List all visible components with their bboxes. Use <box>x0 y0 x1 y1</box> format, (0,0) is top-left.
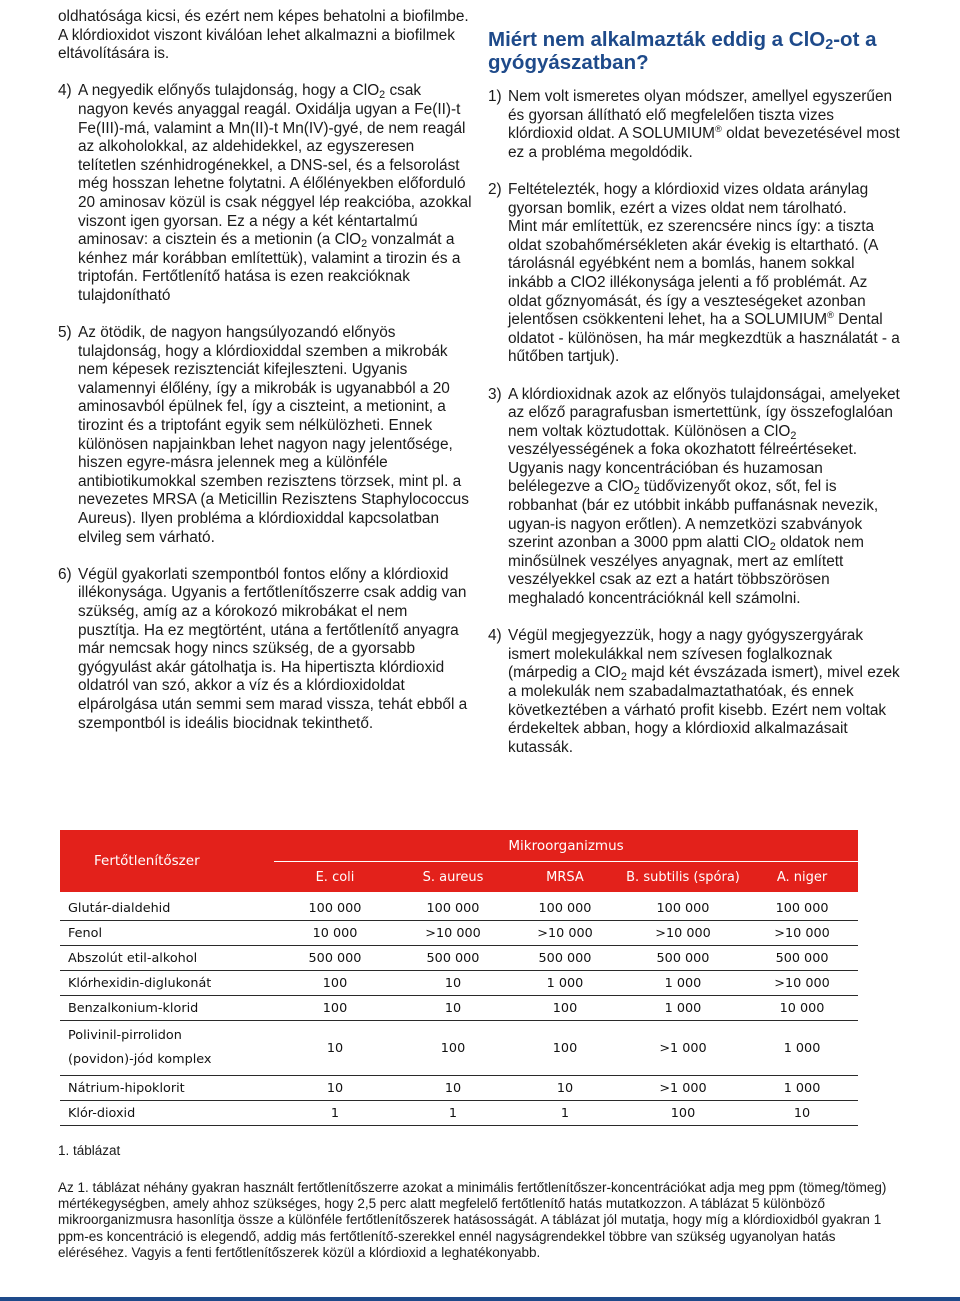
left-column <box>58 8 473 752</box>
concentration-cell: 100 000 <box>620 892 746 921</box>
header-organism: MRSA <box>510 862 620 893</box>
item-number: 3) <box>488 385 502 403</box>
table-row <box>60 1021 858 1076</box>
item-text: Feltételezték, hogy a klórdioxid vizes oldata aránylag gyorsan bomlik, ezért a vizes oldat nem tárolható. Mint már említettük, ez szerencsére nincs így: a tiszta oldat szobahőmérsékleten akár évekig is eltartható. (A tárolásnál egyébként nem a bomlás, hanem sokkal inkább a ClO2 illékonysága jelenti a fő problémát. Az oldat gőznyomását, és így a veszteségeket azonban jelentősen csökkenteni lehet, ha a SOLUMIUM® Dental oldatot - különösen, ha már megkezdtük a használatát - a hűtőben tartjuk). <box>508 180 900 366</box>
item-text: Végül megjegyezzük, hogy a nagy gyógyszergyárak ismert molekulákkal nem szívesen foglalkoznak (márpedig a ClO$_2$ majd két évszázada ismert), mivel ezek a molekulák nem szabadalmaztathatóak, és ennek következtében a várható profit kisebb. Ezért nem voltak érdekeltek abban, hogy a klórdioxid alkalmazásait kutassák. <box>508 627 900 756</box>
disinfectant-name: Fenol <box>60 921 274 946</box>
concentration-cell: 100 <box>274 996 396 1021</box>
item-number: 2) <box>488 180 502 198</box>
concentration-cell: 1 000 <box>510 971 620 996</box>
concentration-cell: 100 <box>274 971 396 996</box>
item-text: Az ötödik, de nagyon hangsúlyozandó előnyös tulajdonság, hogy a klórdioxiddal szemben a mikrobák nem képesek rezisztenciát kifejleszteni. Ugyanis valamennyi élőlény, így a mikrobák is ugyanabból a 20 aminosavból épülnek fel, így a ciszteint, a metionint, a tirozint és a triptofánt egyik sem nélkülözheti. Ennek különösen napjainkban lehet nagyon nagy jelentősége, hiszen egyre-másra jelennek meg a különféle antibiotikumokkal szemben rezisztens törzsek, mint pl. a nevezetes MRSA (a Meticillin Rezisztens Staphylococcus Aureus). Ilyen probléma a klórdioxiddal kapcsolatban elvileg sem várható. <box>78 324 469 546</box>
header-organism: S. aureus <box>396 862 510 893</box>
item-number: 5) <box>58 324 72 342</box>
concentration-cell: >10 000 <box>746 921 858 946</box>
concentration-cell: 100 000 <box>510 892 620 921</box>
item-number: 4) <box>488 627 502 645</box>
item-text: A negyedik előnyős tulajdonság, hogy a ClO$_2$ csak nagyon kevés anyaggal reagál. Oxidálja ugyan a Fe(II)-t Fe(III)-má, valamint a Mn(II)-t Mn(IV)-gyé, de nem reagál az alkoholokkal, az aldehidekkel, az egyszeresen telítetlen szénhidrogénekkel, a DNS-sel, és a felsorolást még hosszan lehetne folytatni. A élőlényekben előforduló 20 aminosav közül is csak néggyel lép reakcióba, azokkal viszont igen gyorsan. Ez a négy a két kéntartalmú aminosav: a cisztein és a metionin (a ClO$_2$ vonzalmát a kénhez már korábban említettük), valamint a tirozin és a triptofán. Fertőtlenítő hatása is ezen reakcióknak tulajdonítható <box>78 82 472 304</box>
disinfectant-name: Glutár-dialdehid <box>60 892 274 921</box>
concentration-cell: >10 000 <box>396 921 510 946</box>
disinfectant-name: Benzalkonium-klorid <box>60 996 274 1021</box>
concentration-cell: 100 <box>620 1101 746 1126</box>
item-text: Végül gyakorlati szempontból fontos előny a klórdioxid illékonysága. Ugyanis a fertőtlenítőszerre csak addig van szükség, amíg az a kórokozó mikrobákat el nem pusztítja. Ha ez megtörtént, utána a fertőtlenítő anyagra már nemcsak hogy nincs szükség, de a gyorsabb gyógyulást akár gátolhatja is. Ha hipertiszta klórdioxid oldatról van szó, akkor a víz és a klórdioxidoldat elpárolgása után semmi sem marad vissza, tehát ebből a szempontból is ideális biocidnak tekinthető. <box>78 565 468 732</box>
concentration-cell: 1 <box>274 1101 396 1126</box>
concentration-cell: 500 000 <box>396 946 510 971</box>
concentration-cell: 10 <box>396 996 510 1021</box>
concentration-cell: 10 <box>510 1076 620 1101</box>
table-row <box>60 921 858 946</box>
concentration-cell: 1 000 <box>620 996 746 1021</box>
header-organism: B. subtilis (spóra) <box>620 862 746 893</box>
disinfectant-name: Klórhexidin-diglukonát <box>60 971 274 996</box>
concentration-cell: 10 000 <box>274 921 396 946</box>
item-text: Nem volt ismeretes olyan módszer, amellyel egyszerűen és gyorsan állítható elő megfelelően tiszta vizes klórdioxid oldat. A SOLUMIUM® oldat bevezetésével most ez a probléma megoldódik. <box>508 88 900 161</box>
concentration-cell: >10 000 <box>746 971 858 996</box>
disinfectant-name: Klór-dioxid <box>60 1101 274 1126</box>
list-item <box>488 386 900 609</box>
header-organism: E. coli <box>274 862 396 893</box>
list-item <box>58 82 473 305</box>
item-number: 6) <box>58 565 72 583</box>
concentration-cell: 100 000 <box>396 892 510 921</box>
concentration-cell: >1 000 <box>620 1076 746 1101</box>
bottom-bar <box>0 1297 960 1301</box>
concentration-cell: 1 000 <box>746 1021 858 1076</box>
table-row <box>60 1101 858 1126</box>
table-row <box>60 892 858 921</box>
disinfectant-name: Abszolút etil-alkohol <box>60 946 274 971</box>
concentration-cell: 1 <box>510 1101 620 1126</box>
header-microorganism: Mikroorganizmus <box>274 830 858 862</box>
disinfectant-name: Nátrium-hipoklorit <box>60 1076 274 1101</box>
item-number: 1) <box>488 88 502 105</box>
list-item <box>58 324 473 547</box>
concentration-cell: 500 000 <box>746 946 858 971</box>
disinfectant-table <box>60 830 858 1126</box>
concentration-cell: 10 <box>274 1021 396 1076</box>
concentration-cell: 500 000 <box>510 946 620 971</box>
concentration-cell: 10 000 <box>746 996 858 1021</box>
concentration-cell: 100 <box>510 996 620 1021</box>
concentration-cell: 500 000 <box>620 946 746 971</box>
table-footnote: Az 1. táblázat néhány gyakran használt fertőtlenítőszerre azokat a minimális fertőtlenítőszer-koncentrációkat adja meg ppm (tömeg/tömeg) mértékegységben, amely ahhoz szükséges, hogy 2,5 perc alatt megfelelő fertőtlenítő hatás mutatkozzon. A táblázat 5 különböző mikroorganizmusra hasonlítja össze a különféle fertőtlenítőszerek hatásosságát. A táblázat jól mutatja, hogy míg a klórdioxidból gyakran 1 ppm-es koncentráció is elegendő, addig más fertőtlenítő-szerekkel ennél nagyságrendekkel többre van szükség ugyanolyan hatás eléréséhez. Vagyis a fenti fertőtlenítőszerek közül a klórdioxid a leghatékonyabb. <box>58 1180 887 1260</box>
concentration-cell: 1 000 <box>620 971 746 996</box>
concentration-cell: >10 000 <box>620 921 746 946</box>
list-item <box>488 627 900 757</box>
intro-paragraph: oldhatósága kicsi, és ezért nem képes behatolni a biofilmbe. A klórdioxidot viszont kiválóan lehet alkalmazni a biofilmek eltávolítására is. <box>58 8 469 63</box>
concentration-cell: 500 000 <box>274 946 396 971</box>
item-number: 4) <box>58 82 72 100</box>
concentration-cell: 10 <box>746 1101 858 1126</box>
concentration-cell: 10 <box>396 1076 510 1101</box>
section-title: Miért nem alkalmazták eddig a ClO$_2$-ot a gyógyászatban? <box>488 28 877 74</box>
concentration-cell: 10 <box>396 971 510 996</box>
concentration-cell: 10 <box>274 1076 396 1101</box>
concentration-cell: 100 <box>396 1021 510 1076</box>
header-organism: A. niger <box>746 862 858 893</box>
table-row <box>60 1076 858 1101</box>
disinfectant-name: Polivinil-pirrolidon (povidon)-jód komplex <box>60 1021 274 1076</box>
concentration-cell: 100 <box>510 1021 620 1076</box>
table-row <box>60 946 858 971</box>
header-disinfectant: Fertőtlenítőszer <box>60 830 274 892</box>
concentration-cell: 100 000 <box>746 892 858 921</box>
concentration-cell: 1 000 <box>746 1076 858 1101</box>
table-caption: 1. táblázat <box>58 1143 121 1158</box>
concentration-cell: >1 000 <box>620 1021 746 1076</box>
list-item <box>488 88 900 162</box>
list-item <box>58 566 473 733</box>
concentration-cell: 100 000 <box>274 892 396 921</box>
table-row <box>60 971 858 996</box>
item-text: A klórdioxidnak azok az előnyös tulajdonságai, amelyeket az előző paragrafusban ismertettünk, így összefoglalóan nem voltak köztudottak. Különösen a ClO$_2$ veszélyességének a foka okozhatott félreértéseket. Ugyanis nagy koncentrációban és huzamosan belélegezve a ClO$_2$ tüdővizenyőt okoz, sőt, fel is robbanhat (bár ez utóbbit inkább puffanásnak nevezik, ugyan-is nagyon erőtlen). A nemzetközi szabványok szerint azonban a 3000 ppm alatti ClO$_2$ oldatok nem minősülnek veszélyes anyagnak, mert az említett veszélyekkel csak az ezt a határt többszörösen meghaladó koncentrációknál kell számolni. <box>508 385 900 608</box>
concentration-cell: >10 000 <box>510 921 620 946</box>
concentration-cell: 1 <box>396 1101 510 1126</box>
list-item <box>488 181 900 367</box>
right-column <box>488 28 900 776</box>
table-row <box>60 996 858 1021</box>
